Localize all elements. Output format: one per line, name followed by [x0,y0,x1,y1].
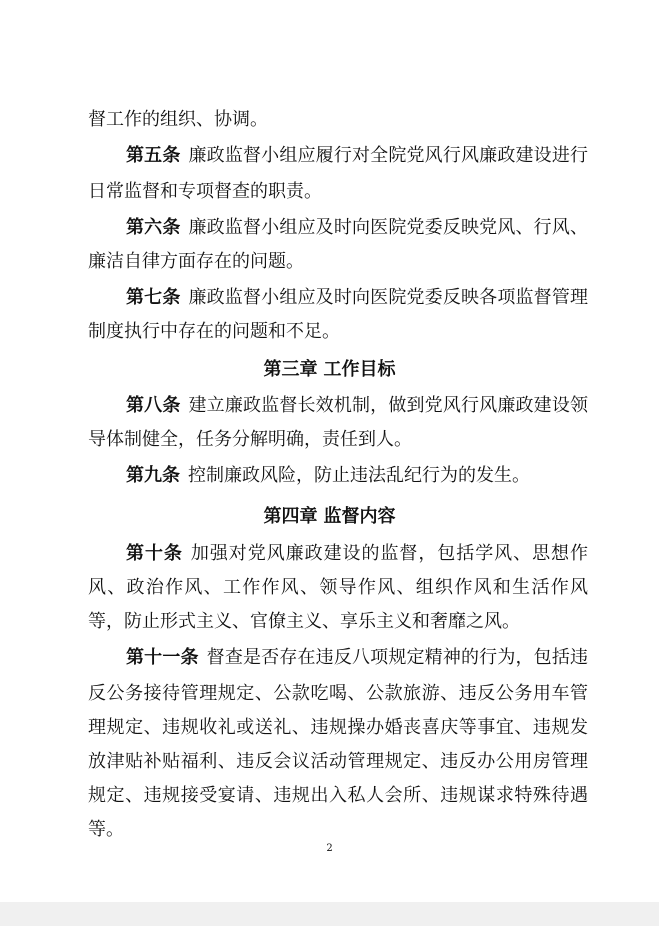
article-6 [126,216,588,240]
text-line: 放津贴补贴福利、违反会议活动管理规定、违反办公用房管理 [88,751,588,772]
text-line: 理规定、违规收礼或送礼、违规操办婚丧喜庆等事宜、违规发 [88,717,588,738]
article-text: 建立廉政监督长效机制，做到党风行风廉政建设领 [188,395,588,416]
article-label: 第七条 [126,287,181,308]
text-line: 制度执行中存在的问题和不足。 [88,321,340,342]
article-11 [126,646,588,670]
article-text: 廉政监督小组应及时向医院党委反映党风、行风、 [188,217,588,238]
article-label: 第十条 [126,543,183,564]
text-line: 风、政治作风、工作作风、领导作风、组织作风和生活作风 [88,577,588,598]
article-text: 加强对党风廉政建设的监督，包括学风、思想作 [190,543,589,564]
chapter-title: 工作目标 [323,359,396,380]
chapter-title: 监督内容 [323,506,396,527]
article-label: 第八条 [126,395,181,416]
text-line: 反公务接待管理规定、公款吃喝、公款旅游、违反公务用车管 [88,683,588,704]
text-line: 廉洁自律方面存在的问题。 [88,251,304,272]
chapter-number: 第四章 [263,506,318,527]
text-line: 规定、违规接受宴请、违规出入私人会所、违规谋求特殊待遇 [88,785,588,806]
article-label: 第六条 [126,217,181,238]
text-line: 督工作的组织、协调。 [88,109,268,130]
page-number: 2 [326,843,333,854]
text-line: 等，防止形式主义、官僚主义、享乐主义和奢靡之风。 [88,611,520,632]
article-8 [126,394,588,418]
article-text: 督查是否存在违反八项规定精神的行为，包括违 [206,647,589,668]
article-text: 控制廉政风险，防止违法乱纪行为的发生。 [188,465,530,486]
text-line: 导体制健全，任务分解明确，责任到人。 [88,429,412,450]
text-line: 日常监督和专项督查的职责。 [88,181,322,202]
chapter-heading [0,505,659,529]
article-9 [126,464,588,488]
page-gap [0,902,659,926]
article-5 [126,144,588,168]
chapter-number: 第三章 [263,359,318,380]
article-text: 廉政监督小组应履行对全院党风行风廉政建设进行 [188,145,588,166]
article-label: 第九条 [126,465,180,486]
article-7 [126,286,588,310]
chapter-heading [0,358,659,382]
article-10 [126,542,588,566]
article-label: 第五条 [126,145,181,166]
article-text: 廉政监督小组应及时向医院党委反映各项监督管理 [188,287,588,308]
text-line: 等。 [88,819,124,840]
article-label: 第十一条 [126,647,199,668]
